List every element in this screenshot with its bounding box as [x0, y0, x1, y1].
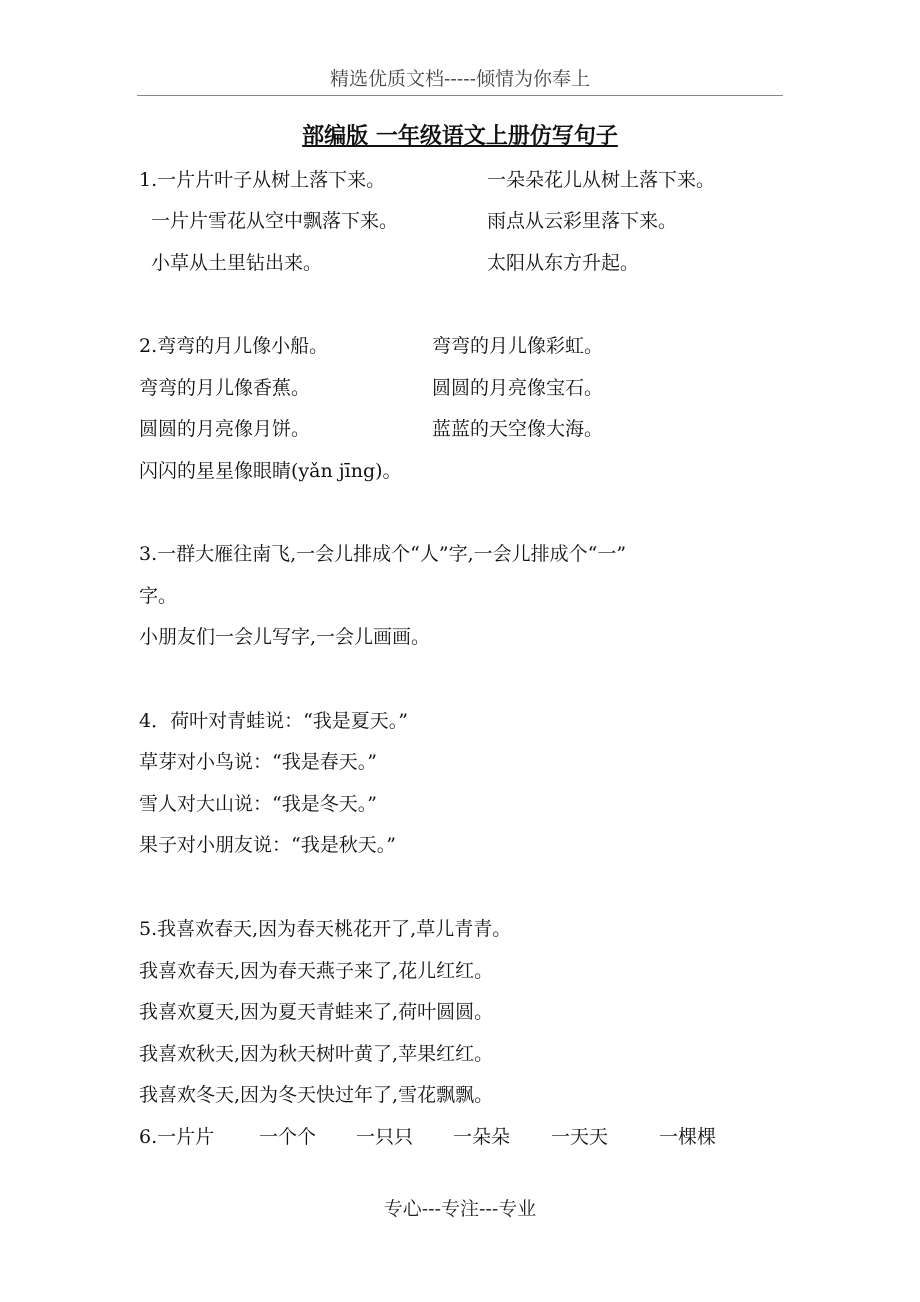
page-footer: 专心---专注---专业	[383, 1198, 537, 1220]
section-5-row-1	[139, 914, 511, 944]
section-2-row-1	[139, 331, 604, 361]
sentence: 圆圆的月亮像月饼。	[139, 418, 311, 440]
sentence: 我喜欢冬天,因为冬天快过年了,雪花飘飘。	[139, 1084, 494, 1106]
sentence: 果子对小朋友说：“我是秋天。”	[139, 834, 396, 856]
section-4-row-1	[139, 706, 408, 736]
section-1-row-2	[151, 206, 678, 236]
sentence: 小朋友们一会儿写字,一会儿画画。	[139, 626, 431, 648]
sentence: 弯弯的月儿像香蕉。	[139, 377, 311, 399]
header-rule	[137, 95, 783, 96]
sentence: 2.弯弯的月儿像小船。	[139, 335, 329, 357]
section-3-row-3	[139, 622, 430, 652]
word: 一棵棵	[659, 1126, 717, 1148]
sentence: 我喜欢春天,因为春天燕子来了,花儿红红。	[139, 960, 494, 982]
sentence: 弯弯的月儿像彩虹。	[432, 335, 604, 357]
section-4-row-2	[139, 747, 377, 777]
sentence: 我喜欢秋天,因为秋天树叶黄了,苹果红红。	[139, 1043, 494, 1065]
section-5-row-5	[139, 1080, 493, 1110]
section-2-row-4	[139, 456, 402, 486]
section-5-row-3	[139, 997, 493, 1027]
sentence: 雨点从云彩里落下来。	[487, 210, 678, 232]
sentence: 一朵朵花儿从树上落下来。	[487, 169, 716, 191]
sentence: 小草从土里钻出来。	[151, 252, 323, 274]
section-5-row-4	[139, 1039, 493, 1069]
word: 一朵朵	[453, 1126, 511, 1148]
document-title: 部编版 一年级语文上册仿写句子	[302, 123, 618, 149]
sentence: 1.一片片叶子从树上落下来。	[139, 169, 386, 191]
sentence: 我喜欢夏天,因为夏天青蛙来了,荷叶圆圆。	[139, 1001, 494, 1023]
section-2-row-3	[139, 414, 604, 444]
sentence: 雪人对大山说：“我是冬天。”	[139, 793, 377, 815]
sentence: 闪闪的星星像眼睛(yǎn jīng)。	[139, 460, 402, 482]
section-1-row-1	[139, 165, 716, 195]
section-2-row-2	[139, 373, 604, 403]
section-3-row-1	[139, 539, 626, 569]
sentence: 字。	[139, 585, 178, 607]
section-1-row-3	[151, 248, 640, 278]
section-6-row-1	[139, 1122, 717, 1152]
word: 一只只	[356, 1126, 414, 1148]
sentence: 蓝蓝的天空像大海。	[432, 418, 604, 440]
sentence: 圆圆的月亮像宝石。	[432, 377, 604, 399]
sentence: 太阳从东方升起。	[487, 252, 640, 274]
section-5-row-2	[139, 956, 493, 986]
sentence: 草芽对小鸟说：“我是春天。”	[139, 751, 377, 773]
sentence: 4．荷叶对青蛙说：“我是夏天。”	[139, 710, 409, 732]
word: 一天天	[551, 1126, 609, 1148]
sentence: 一片片雪花从空中飘落下来。	[151, 210, 399, 232]
section-4-row-4	[139, 830, 396, 860]
sentence: 5.我喜欢春天,因为春天桃花开了,草儿青青。	[139, 918, 512, 940]
word: 6.一片片	[139, 1126, 215, 1148]
page-header: 精选优质文档-----倾情为你奉上	[329, 68, 591, 90]
word: 一个个	[259, 1126, 317, 1148]
section-3-row-2	[139, 581, 177, 611]
section-4-row-3	[139, 789, 377, 819]
sentence: 3.一群大雁往南飞,一会儿排成个“人”字,一会儿排成个“一”	[139, 543, 627, 565]
